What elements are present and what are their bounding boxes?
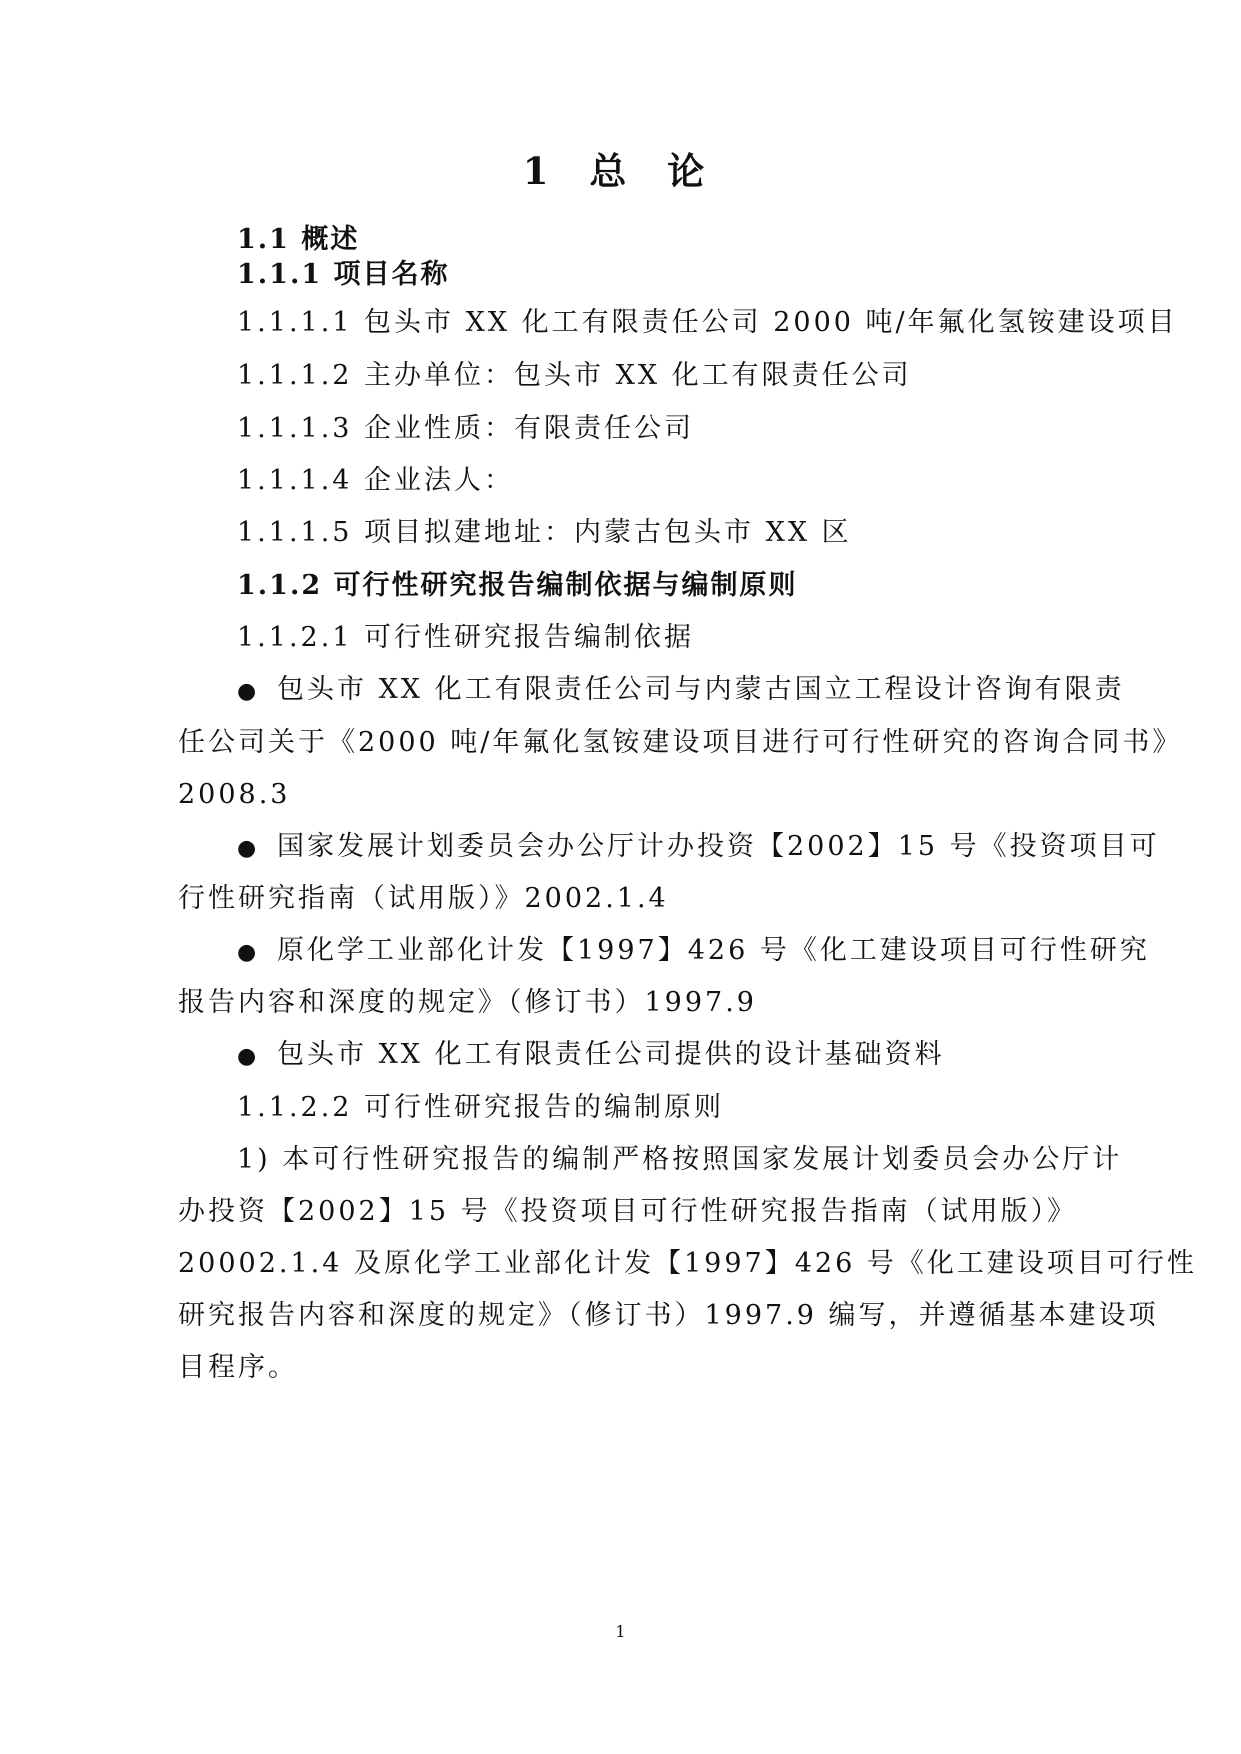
- item-legal-person: 1.1.1.4 企业法人：: [237, 465, 515, 496]
- bullet-text-continued: 行性研究指南（试用版）》2002.1.4: [178, 883, 669, 914]
- item-project-name: 1.1.1.1 包头市 XX 化工有限责任公司 2000 吨/年氟化氢铵建设项目: [237, 307, 1178, 338]
- bullet-text-continued: 报告内容和深度的规定》（修订书）1997.9: [178, 987, 757, 1018]
- bullet-item: [237, 672, 1125, 710]
- paragraph-line: 研究报告内容和深度的规定》（修订书）1997.9 编写，并遵循基本建设项: [178, 1300, 1159, 1331]
- bullet-icon: ●: [237, 679, 260, 704]
- subsection-basis: 1.1.2.1 可行性研究报告编制依据: [237, 622, 695, 653]
- paragraph-line: 办投资【2002】15 号《投资项目可行性研究报告指南（试用版）》: [178, 1196, 1078, 1227]
- bullet-item: [237, 829, 1160, 867]
- item-sponsor: 1.1.1.2 主办单位：包头市 XX 化工有限责任公司: [237, 360, 912, 391]
- item-site-address: 1.1.1.5 项目拟建地址：内蒙古包头市 XX 区: [237, 517, 852, 548]
- paragraph-line: 20002.1.4 及原化学工业部化计发【1997】426 号《化工建设项目可行性: [178, 1248, 1197, 1279]
- bullet-text: 国家发展计划委员会办公厅计办投资【2002】15 号《投资项目可: [277, 831, 1160, 862]
- subsection-principles: 1.1.2.2 可行性研究报告的编制原则: [237, 1092, 725, 1123]
- paragraph-line: 目程序。: [178, 1352, 298, 1383]
- bullet-icon: ●: [237, 836, 260, 861]
- paragraph-line: 1) 本可行性研究报告的编制严格按照国家发展计划委员会办公厅计: [237, 1144, 1123, 1175]
- section-heading-1-1-1: 1.1.1 项目名称: [237, 259, 450, 290]
- bullet-item: [237, 1037, 945, 1075]
- bullet-icon: ●: [237, 940, 260, 965]
- bullet-text-continued: 任公司关于《2000 吨/年氟化氢铵建设项目进行可行性研究的咨询合同书》: [178, 727, 1183, 758]
- page-number: 1: [615, 1622, 626, 1641]
- bullet-text-continued: 2008.3: [178, 779, 291, 810]
- section-heading-1-1: 1.1 概述: [237, 224, 360, 255]
- bullet-icon: ●: [237, 1044, 260, 1069]
- section-heading-1-1-2: 1.1.2 可行性研究报告编制依据与编制原则: [237, 570, 798, 601]
- bullet-text: 原化学工业部化计发【1997】426 号《化工建设项目可行性研究: [277, 935, 1150, 966]
- chapter-title: 1 总 论: [522, 149, 719, 193]
- item-enterprise-type: 1.1.1.3 企业性质：有限责任公司: [237, 413, 695, 444]
- bullet-item: [237, 933, 1150, 971]
- bullet-text: 包头市 XX 化工有限责任公司提供的设计基础资料: [277, 1039, 945, 1070]
- bullet-text: 包头市 XX 化工有限责任公司与内蒙古国立工程设计咨询有限责: [277, 674, 1125, 705]
